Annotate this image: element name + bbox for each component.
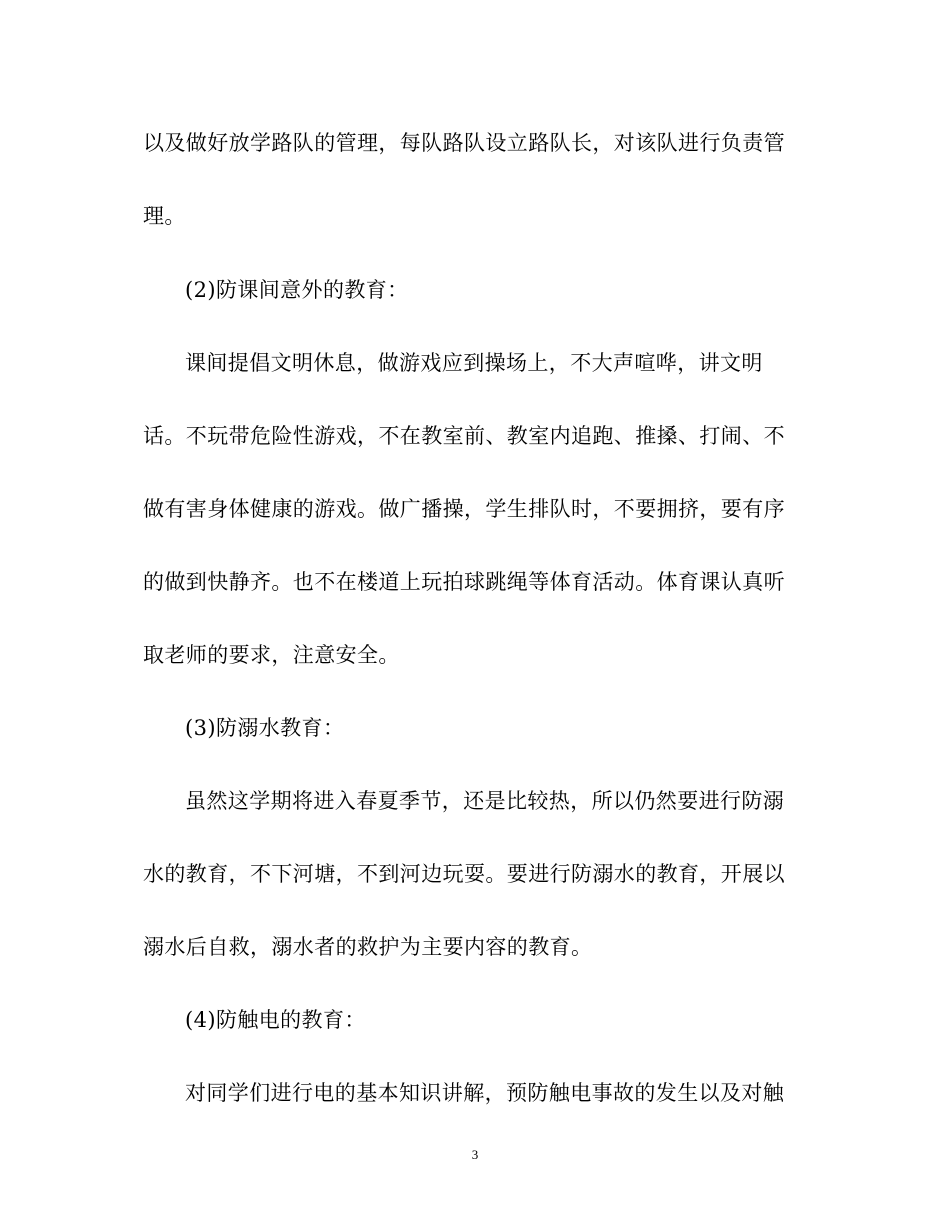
text-line-10: 虽然这学期将进入春夏季节，还是比较热，所以仍然要进行防溺 — [185, 789, 785, 813]
text-line-11: 水的教育，不下河塘，不到河边玩耍。要进行防溺水的教育，开展以 — [143, 862, 785, 886]
text-line-5: 话。不玩带危险性游戏，不在教室前、教室内追跑、推搡、打闹、不 — [143, 424, 785, 448]
page-number: 3 — [471, 1147, 479, 1162]
text-line-8: 取老师的要求，注意安全。 — [143, 643, 400, 667]
text-line-7: 的做到快静齐。也不在楼道上玩拍球跳绳等体育活动。体育课认真听 — [143, 570, 785, 594]
section-heading-2: (2)防课间意外的教育： — [185, 278, 409, 302]
text-line-4: 课间提倡文明休息，做游戏应到操场上，不大声喧哗，讲文明 — [185, 351, 763, 375]
section-heading-3: (3)防溺水教育： — [185, 716, 345, 740]
text-line-12: 溺水后自救，溺水者的救护为主要内容的教育。 — [143, 935, 593, 959]
text-line-2: 理。 — [143, 204, 186, 228]
text-line-14: 对同学们进行电的基本知识讲解，预防触电事故的发生以及对触 — [185, 1081, 785, 1105]
section-heading-4: (4)防触电的教育： — [185, 1008, 366, 1032]
text-line-1: 以及做好放学路队的管理，每队路队设立路队长，对该队进行负责管 — [143, 131, 785, 155]
text-line-6: 做有害身体健康的游戏。做广播操，学生排队时，不要拥挤，要有序 — [143, 497, 785, 521]
